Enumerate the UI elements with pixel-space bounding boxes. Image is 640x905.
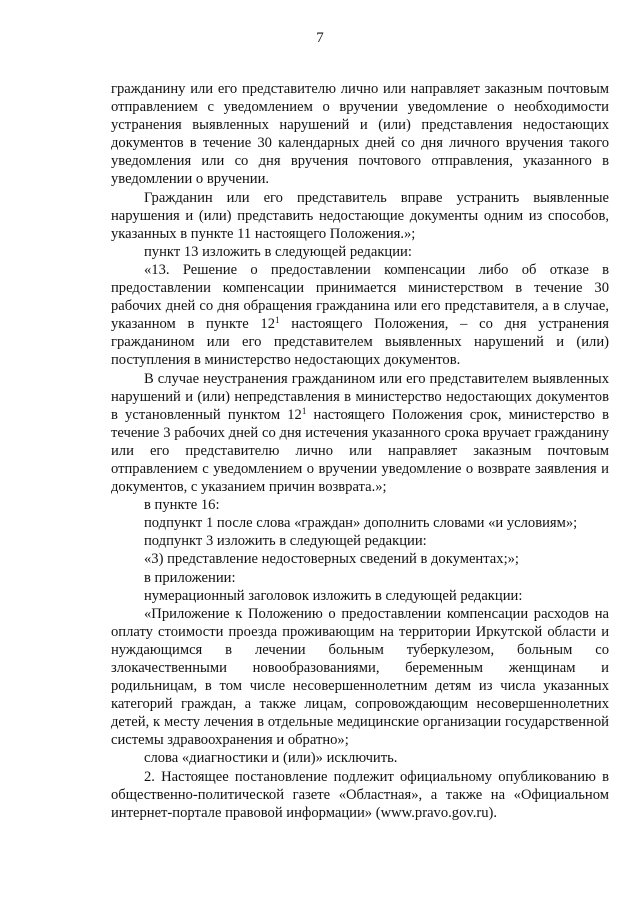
paragraph-item-13-heading: пункт 13 изложить в следующей редакции: (144, 243, 412, 260)
document-body (111, 80, 609, 822)
paragraph-numbering-heading: нумерационный заголовок изложить в следующей редакции: (144, 587, 523, 604)
superscript: 1 (275, 315, 280, 326)
text-run: настоящего Положения, – со дня устранения гражданином или его представителем выявленных нарушений и (или) поступления в министерство недостающих документов. (111, 316, 609, 369)
paragraph-item-16: в пункте 16: (144, 497, 220, 514)
paragraph-subitem-3: подпункт 3 изложить в следующей редакции: (144, 533, 427, 550)
superscript: 1 (301, 405, 307, 416)
paragraph-appendix-title: «Приложение к Положению о предоставлении компенсации расходов на оплату стоимости проезда проживающим на территории Иркутской области и нуждающимся в лечении больным туберкулезом, больным со злокачественными новообразованиями, беременным женщинам и родильницам, в том числе несовершеннолетним детям из числа указанных категорий граждан, а также лицам, сопровождающим несовершеннолетних детей, к месту лечения в отдельные медицинские организации государственной системы здравоохранения и обратно»; (111, 605, 609, 749)
paragraph-subitem-1: подпункт 1 после слова «граждан» дополнить словами «и условиям»; (144, 515, 578, 532)
paragraph-citizen-right: Гражданин или его представитель вправе устранить выявленные нарушения и (или) представить недостающие документы одним из способов, указанных в пункте 11 настоящего Положения.»; (111, 189, 609, 242)
paragraph-publication: 2. Настоящее постановление подлежит официальному опубликованию в общественно-политической газете «Областная», а также на «Официальном интернет-портале правовой информации» (www.pravo.gov.ru). (111, 768, 609, 821)
paragraph-exclude-words: слова «диагностики и (или)» исключить. (144, 750, 398, 767)
paragraph-subitem-3-text: «3) представление недостоверных сведений в документах;»; (144, 551, 519, 568)
text-run: В случае неустранения гражданином или его представителем выявленных нарушений и (или) непредставления в министерство недостающих документов в установленный пунктом 12 (111, 370, 609, 423)
paragraph-item-13-text (111, 261, 609, 370)
paragraph-continuation: гражданину или его представителю лично или направляет заказным почтовым отправлением с уведомлением о вручении уведомление о необходимости устранения выявленных нарушений и (или) представления недостающих документов в течение 30 календарных дней со дня личного вручения такого уведомления или со дня вручения почтового отправления, указанного в уведомлении о вручении. (111, 81, 609, 188)
paragraph-non-elimination (111, 370, 609, 497)
text-run: «13. Решение о предоставлении компенсации либо об отказе в предоставлении компенсации принимается министерством в течение 30 рабочих дней со дня обращения гражданина или его представителя, а в случае, указанном в пункте 12 (111, 261, 609, 333)
paragraph-appendix: в приложении: (144, 569, 236, 586)
text-run: настоящего Положения срок, министерство в течение 3 рабочих дней со дня истечения указанного срока вручает гражданину или его представителю лично или направляет заказным почтовым отправлением с уведомлением о вручении уведомление о возврате заявления и документов, с указанием причин возврата.»; (111, 406, 609, 496)
page-number: 7 (316, 30, 324, 46)
